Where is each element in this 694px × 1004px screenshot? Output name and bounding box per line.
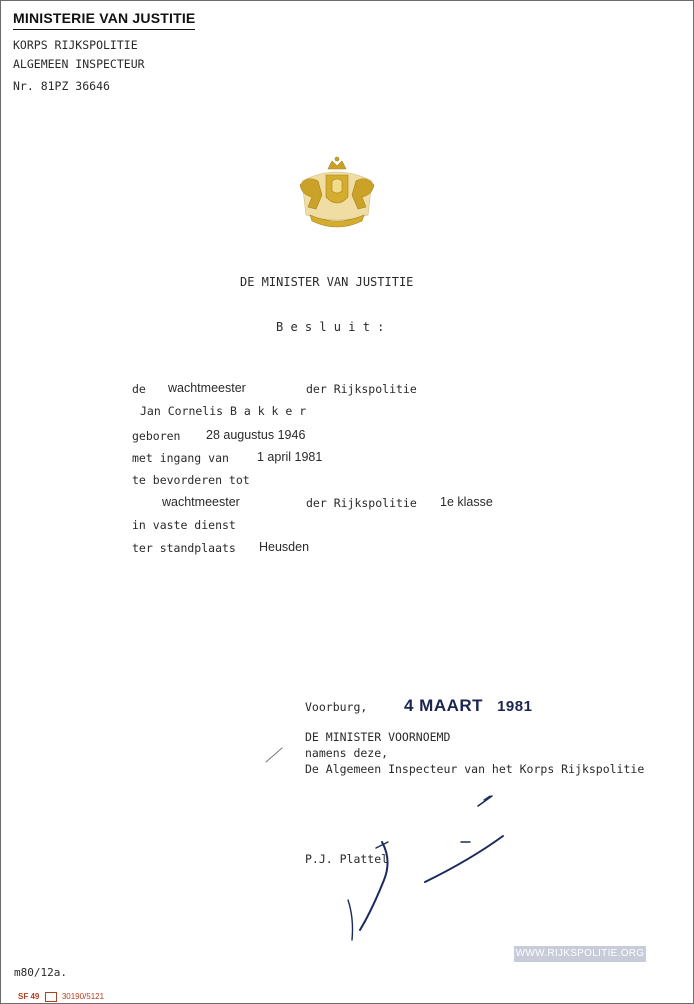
decision-heading: B e s l u i t : [276,320,385,334]
date-stamp [404,696,532,716]
form-code [18,992,104,1002]
effective-date-field: 1 april 1981 [257,450,323,464]
date-stamp-day-month: 4 MAART [404,696,484,715]
royal-coat-of-arms-icon [288,155,386,233]
rank-field: wachtmeester [168,381,246,395]
reference-number: Nr. 81PZ 36646 [13,79,110,93]
on-behalf-line: namens deze, [305,746,389,760]
body-text: der Rijkspolitie [306,382,417,396]
body-text: de [132,382,146,396]
new-rank-field: wachtmeester [162,495,240,509]
body-text: met ingang van [132,451,229,465]
place-label: Voorburg, [305,700,368,714]
signatory-name: P.J. Plattel [305,852,389,866]
printer-mark-icon [45,992,57,1002]
letterhead-line-1: KORPS RIJKSPOLITIE [13,38,138,52]
person-name: Jan Cornelis B a k k e r [140,404,307,418]
authority-title: DE MINISTER VAN JUSTITIE [240,275,414,289]
watermark-label: WWW.RIJKSPOLITIE.ORG [514,946,646,962]
body-text: geboren [132,429,181,443]
date-stamp-year: 1981 [497,698,533,715]
form-number: 30190/5121 [61,992,105,1002]
form-reference: m80/12a. [14,966,67,979]
body-text: der Rijkspolitie [306,496,417,510]
body-text: in vaste dienst [132,518,236,532]
minister-line: DE MINISTER VOORNOEMD [305,730,451,744]
body-text: ter standplaats [132,541,236,555]
signatory-title: De Algemeen Inspecteur van het Korps Rijkspolitie [305,762,645,776]
class-field: 1e klasse [440,495,493,509]
station-field: Heusden [259,540,310,554]
body-text: te bevorderen tot [132,473,250,487]
ministry-heading: MINISTERIE VAN JUSTITIE [13,10,195,30]
birth-date-field: 28 augustus 1946 [206,428,306,442]
form-code-label: SF 49 [18,992,40,1002]
letterhead-line-2: ALGEMEEN INSPECTEUR [13,57,145,71]
